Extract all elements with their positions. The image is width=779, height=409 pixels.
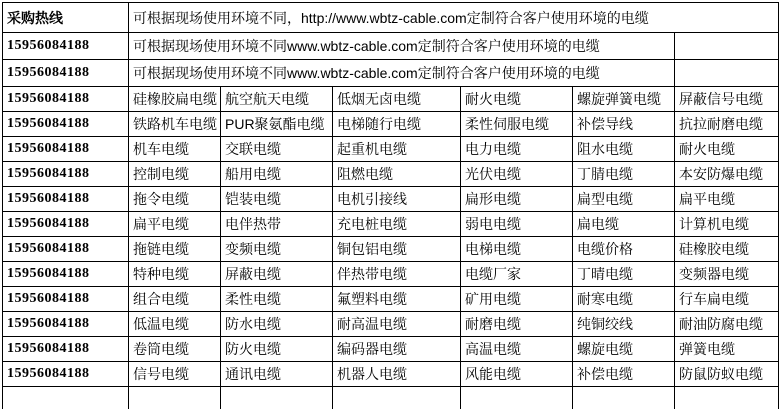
product-cell: PUR聚氨酯电缆 xyxy=(221,112,333,137)
product-cell: 扁平电缆 xyxy=(675,187,779,212)
product-cell: 机车电缆 xyxy=(129,137,221,162)
product-cell: 耐油防腐电缆 xyxy=(675,312,779,337)
product-cell: 电梯随行电缆 xyxy=(333,112,461,137)
phone-number: 15956084188 xyxy=(3,87,129,112)
product-cell: 耐高温电缆 xyxy=(333,312,461,337)
table-row xyxy=(3,137,779,162)
empty-cell xyxy=(675,387,779,409)
phone-number: 15956084188 xyxy=(3,187,129,212)
product-cell: 伴热带电缆 xyxy=(333,262,461,287)
product-cell: 防水电缆 xyxy=(221,312,333,337)
product-cell: 耐火电缆 xyxy=(675,137,779,162)
product-cell: 特种电缆 xyxy=(129,262,221,287)
product-cell: 矿用电缆 xyxy=(461,287,573,312)
product-cell: 补偿导线 xyxy=(573,112,675,137)
product-cell: 机器人电缆 xyxy=(333,362,461,387)
table-row xyxy=(3,312,779,337)
product-cell: 交联电缆 xyxy=(221,137,333,162)
product-cell: 扁形电缆 xyxy=(461,187,573,212)
table-row xyxy=(3,112,779,137)
product-cell: 屏蔽信号电缆 xyxy=(675,87,779,112)
empty-cell xyxy=(3,387,129,409)
phone-number: 15956084188 xyxy=(3,33,129,60)
product-cell: 扁电缆 xyxy=(573,212,675,237)
product-cell: 拖链电缆 xyxy=(129,237,221,262)
product-cell: 通讯电缆 xyxy=(221,362,333,387)
product-cell: 电梯电缆 xyxy=(461,237,573,262)
hotline-label: 采购热线 xyxy=(3,3,129,33)
phone-number: 15956084188 xyxy=(3,237,129,262)
phone-number: 15956084188 xyxy=(3,312,129,337)
product-cell: 屏蔽电缆 xyxy=(221,262,333,287)
product-cell: 防火电缆 xyxy=(221,337,333,362)
empty-cell xyxy=(675,33,779,60)
product-cell: 电伴热带 xyxy=(221,212,333,237)
product-cell: 本安防爆电缆 xyxy=(675,162,779,187)
table-row xyxy=(3,3,779,33)
product-cell: 螺旋电缆 xyxy=(573,337,675,362)
table-row xyxy=(3,162,779,187)
phone-number: 15956084188 xyxy=(3,362,129,387)
product-cell: 丁腈电缆 xyxy=(573,162,675,187)
phone-number: 15956084188 xyxy=(3,337,129,362)
product-cell: 铜包铝电缆 xyxy=(333,237,461,262)
table-row xyxy=(3,287,779,312)
product-cell: 补偿电缆 xyxy=(573,362,675,387)
phone-number: 15956084188 xyxy=(3,112,129,137)
product-cell: 高温电缆 xyxy=(461,337,573,362)
product-cell: 螺旋弹簧电缆 xyxy=(573,87,675,112)
product-cell: 卷筒电缆 xyxy=(129,337,221,362)
notice-text-short: 可根据现场使用环境不同www.wbtz-cable.com定制符合客户使用环境的电缆 xyxy=(129,33,675,60)
empty-cell xyxy=(573,387,675,409)
product-cell: 电缆厂家 xyxy=(461,262,573,287)
empty-cell xyxy=(675,60,779,87)
phone-number: 15956084188 xyxy=(3,287,129,312)
phone-number: 15956084188 xyxy=(3,262,129,287)
product-cell: 行车扁电缆 xyxy=(675,287,779,312)
empty-cell xyxy=(129,387,221,409)
table-row xyxy=(3,60,779,87)
product-cell: 变频电缆 xyxy=(221,237,333,262)
product-cell: 航空航天电缆 xyxy=(221,87,333,112)
product-cell: 柔性伺服电缆 xyxy=(461,112,573,137)
product-cell: 风能电缆 xyxy=(461,362,573,387)
product-cell: 弱电电缆 xyxy=(461,212,573,237)
product-cell: 耐磨电缆 xyxy=(461,312,573,337)
product-cell: 电力电缆 xyxy=(461,137,573,162)
table-row xyxy=(3,237,779,262)
product-cell: 计算机电缆 xyxy=(675,212,779,237)
table-row xyxy=(3,212,779,237)
table-row xyxy=(3,337,779,362)
product-cell: 光伏电缆 xyxy=(461,162,573,187)
product-cell: 低烟无卤电缆 xyxy=(333,87,461,112)
product-cell: 耐火电缆 xyxy=(461,87,573,112)
phone-number: 15956084188 xyxy=(3,60,129,87)
phone-number: 15956084188 xyxy=(3,212,129,237)
table-row xyxy=(3,362,779,387)
cable-keyword-table xyxy=(2,2,779,409)
product-cell: 组合电缆 xyxy=(129,287,221,312)
product-cell: 低温电缆 xyxy=(129,312,221,337)
product-cell: 阻燃电缆 xyxy=(333,162,461,187)
phone-number: 15956084188 xyxy=(3,137,129,162)
product-cell: 弹簧电缆 xyxy=(675,337,779,362)
table-row xyxy=(3,387,779,409)
empty-cell xyxy=(461,387,573,409)
table-row xyxy=(3,187,779,212)
table-row xyxy=(3,87,779,112)
product-cell: 扁平电缆 xyxy=(129,212,221,237)
product-cell: 硅橡胶扁电缆 xyxy=(129,87,221,112)
product-cell: 纯铜绞线 xyxy=(573,312,675,337)
product-cell: 电缆价格 xyxy=(573,237,675,262)
product-cell: 铁路机车电缆 xyxy=(129,112,221,137)
product-cell: 硅橡胶电缆 xyxy=(675,237,779,262)
product-cell: 编码器电缆 xyxy=(333,337,461,362)
table-row xyxy=(3,33,779,60)
product-cell: 防鼠防蚁电缆 xyxy=(675,362,779,387)
product-cell: 控制电缆 xyxy=(129,162,221,187)
phone-number: 15956084188 xyxy=(3,162,129,187)
product-cell: 氟塑料电缆 xyxy=(333,287,461,312)
table-row xyxy=(3,262,779,287)
product-cell: 船用电缆 xyxy=(221,162,333,187)
product-cell: 柔性电缆 xyxy=(221,287,333,312)
product-cell: 铠装电缆 xyxy=(221,187,333,212)
empty-cell xyxy=(221,387,333,409)
product-cell: 信号电缆 xyxy=(129,362,221,387)
product-cell: 拖令电缆 xyxy=(129,187,221,212)
empty-cell xyxy=(333,387,461,409)
notice-text-short: 可根据现场使用环境不同www.wbtz-cable.com定制符合客户使用环境的电缆 xyxy=(129,60,675,87)
product-cell: 起重机电缆 xyxy=(333,137,461,162)
product-cell: 电机引接线 xyxy=(333,187,461,212)
product-cell: 变频器电缆 xyxy=(675,262,779,287)
product-cell: 丁晴电缆 xyxy=(573,262,675,287)
product-cell: 扁型电缆 xyxy=(573,187,675,212)
product-cell: 抗拉耐磨电缆 xyxy=(675,112,779,137)
product-cell: 耐寒电缆 xyxy=(573,287,675,312)
notice-text-full: 可根据现场使用环境不同，http://www.wbtz-cable.com定制符合客户使用环境的电缆 xyxy=(129,3,779,33)
product-cell: 阻水电缆 xyxy=(573,137,675,162)
product-cell: 充电桩电缆 xyxy=(333,212,461,237)
